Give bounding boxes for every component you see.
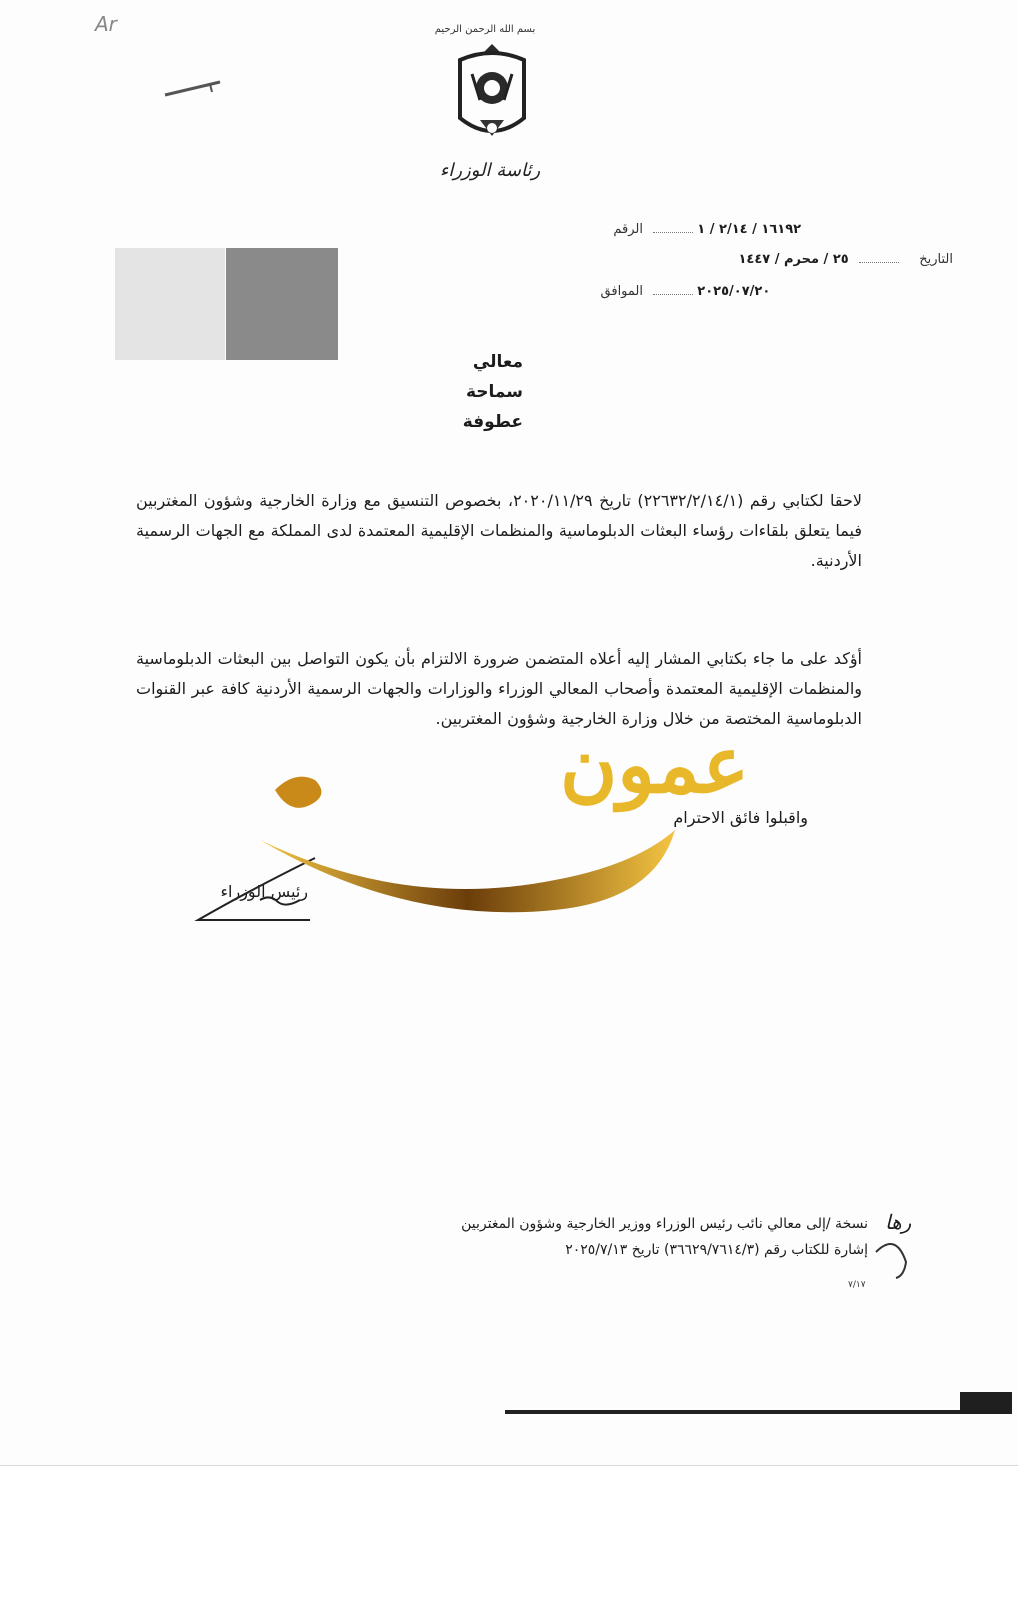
redaction-block-dark (226, 248, 338, 360)
dotted-line (653, 232, 693, 233)
redaction-block-light (115, 248, 225, 360)
reference-number-row (593, 222, 953, 237)
dotted-line (653, 294, 693, 295)
corresponding-value: ٢٠٢٥/٠٧/٢٠ (697, 284, 771, 299)
body-paragraph-1: لاحقا لكتابي رقم (٢٢٦٣٢/٢/١٤/١) تاريخ ٢٠٢٠/١١/٢٩، بخصوص التنسيق مع وزارة الخارجية وشؤون المغتربين فيما يتعلق بلقاءات رؤساء البعثات الدبلوماسية والمنظمات الإقليمية المعتمدة لدى المملكة مع الجهات الرسمية الأردنية. (136, 491, 863, 570)
signer-title: رئيس الوزراء (220, 882, 308, 901)
salutation-line-2: سماحة (465, 382, 523, 402)
handwritten-date: ٧/١٧ (848, 1280, 866, 1290)
scan-edge-block (960, 1392, 1012, 1414)
watermark-text: عمون (560, 720, 750, 811)
ministry-name: رئاسة الوزراء (439, 160, 541, 181)
date-value: ٢٥ / محرم / ١٤٤٧ (738, 252, 849, 267)
corresponding-date-row (593, 284, 953, 299)
date-row (593, 252, 953, 267)
coat-of-arms-icon (450, 40, 534, 148)
cc-line-2: إشارة للكتاب رقم (٣٦٦٢٩/٧٦١٤/٣) تاريخ ٢٠٢٥/٧/١٣ (565, 1242, 868, 1258)
number-label: الرقم (613, 222, 643, 237)
dotted-line (859, 262, 899, 263)
body-paragraph-2: أؤكد على ما جاء بكتابي المشار إليه أعلاه المتضمن ضرورة الالتزام بأن يكون التواصل بين البعثات الدبلوماسية والمنظمات الإقليمية المعتمدة وأصحاب المعالي الوزراء والوزارات والجهات الرسمية الأردنية كافة عبر القنوات الدبلوماسية المختصة من خلال وزارة الخارجية وشؤون المغتربين. (136, 649, 862, 728)
crest-caption: بسم الله الرحمن الرحيم (434, 24, 536, 35)
number-value: ١٦١٩٢ / ٢/١٤ / ١ (697, 222, 802, 237)
scan-edge-line (505, 1410, 990, 1414)
initials-mark-icon (866, 1232, 916, 1282)
handwritten-note: رها (885, 1210, 912, 1234)
pen-mark-icon (160, 70, 230, 100)
closing-line: واقبلوا فائق الاحترام (673, 808, 808, 827)
salutation-line-1: معالي (472, 352, 523, 372)
corner-handwritten-mark: Ar (95, 12, 117, 36)
cc-line-1: نسخة /إلى معالي نائب رئيس الوزراء ووزير الخارجية وشؤون المغتربين (461, 1216, 868, 1232)
salutation-line-3: عطوفة (462, 412, 523, 432)
date-label: التاريخ (919, 252, 953, 267)
corresponding-label: الموافق (600, 284, 643, 299)
